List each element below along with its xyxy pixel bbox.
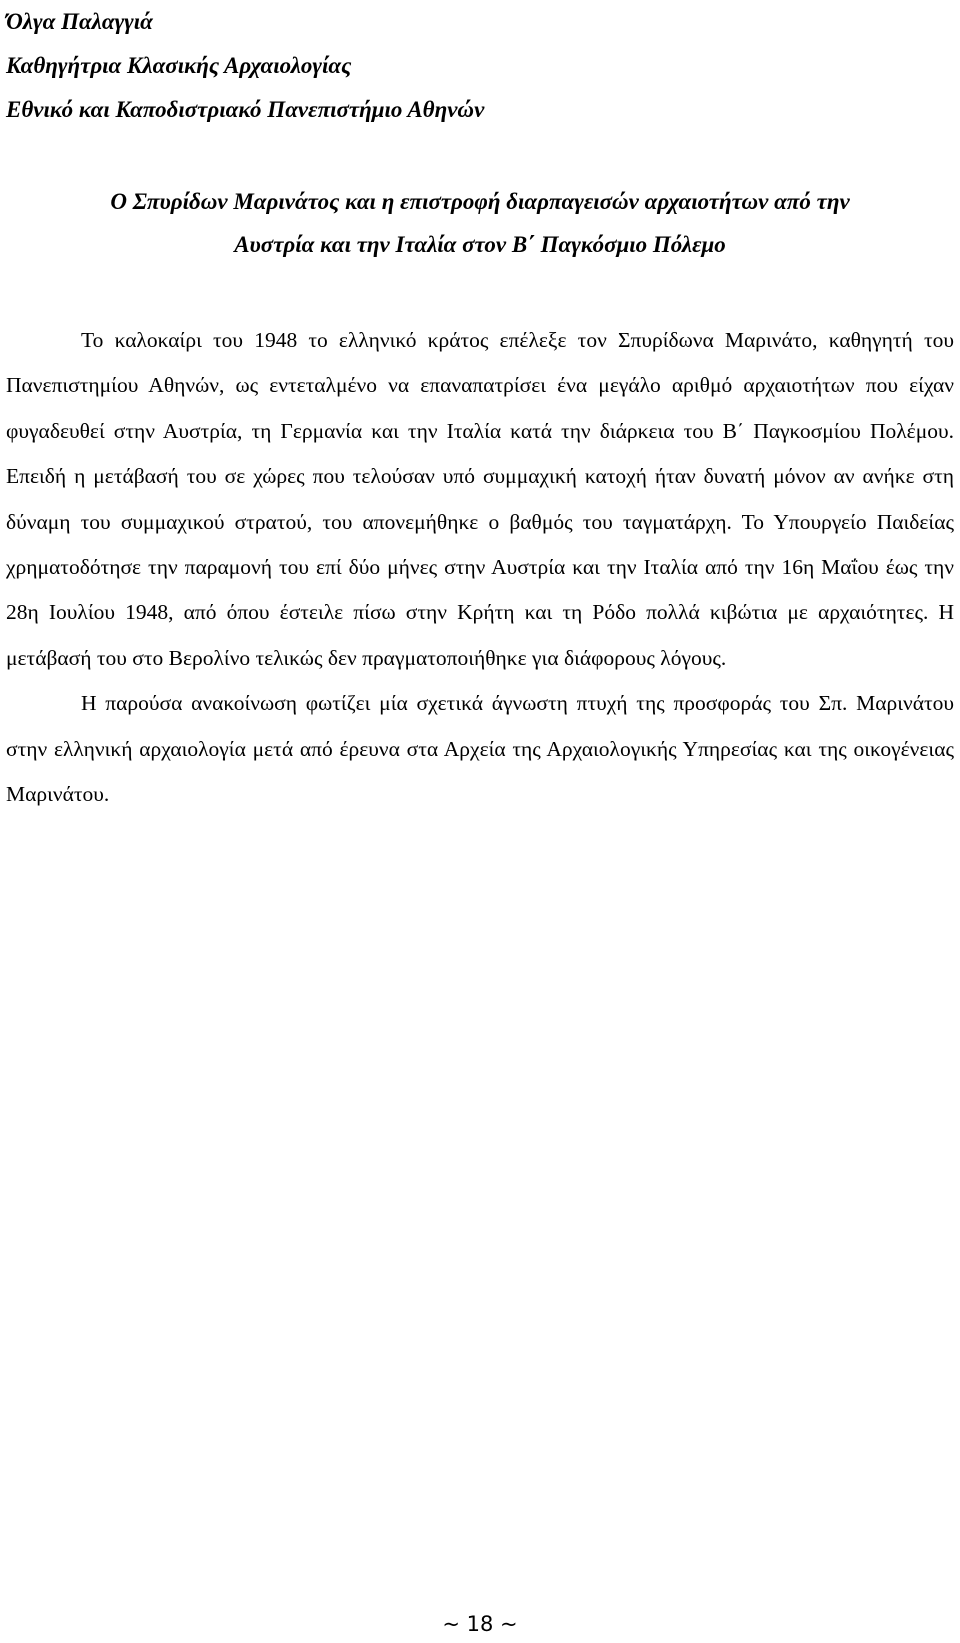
paragraph-1: Το καλοκαίρι του 1948 το ελληνικό κράτος επέλεξε τον Σπυρίδωνα Μαρινάτο, καθηγητή του Πανεπιστημίου Αθηνών, ως εντεταλμένο να επαναπατρίσει ένα μεγάλο αριθμό αρχαιοτήτων που είχαν φυγαδευθεί στην Αυστρία, τη Γερμανία και την Ιταλία κατά την διάρκεια του Β΄ Παγκοσμίου Πολέμου. Επειδή η μετάβασή του σε χώρες που τελούσαν υπό συμμαχική κατοχή ήταν δυνατή μόνον αν ανήκε στη δύναμη του συμμαχικού στρατού, του απονεμήθηκε ο βαθμός του ταγματάρχη. Το Υπουργείο Παιδείας χρηματοδότησε την παραμονή του επί δύο μήνες στην Αυστρία και την Ιταλία από την 16η Μαΐου έως την 28η Ιουλίου 1948, από όπου έστειλε πίσω στην Κρήτη και τη Ρόδο πολλά κιβώτια με αρχαιότητες. Η μετάβασή του στο Βερολίνο τελικώς δεν πραγματοποιήθηκε για διάφορους λόγους. <box>6 328 954 670</box>
author-institution: Εθνικό και Καποδιστριακό Πανεπιστήμιο Αθηνών <box>6 97 485 122</box>
author-position: Καθηγήτρια Κλασικής Αρχαιολογίας <box>6 53 352 78</box>
title-line-1: Ο Σπυρίδων Μαρινάτος και η επιστροφή διαρπαγεισών αρχαιοτήτων από την <box>110 189 850 214</box>
title-line-2: Αυστρία και την Ιταλία στον Β΄ Παγκόσμιο Πόλεμο <box>234 232 726 257</box>
paragraph-2: Η παρούσα ανακοίνωση φωτίζει μία σχετικά άγνωστη πτυχή της προσφοράς του Σπ. Μαρινάτου στην ελληνική αρχαιολογία μετά από έρευνα στα Αρχεία της Αρχαιολογικής Υπηρεσίας και της οικογένειας Μαρινάτου. <box>6 691 954 807</box>
document-title <box>0 180 960 266</box>
page-number: ~ 18 ~ <box>442 1612 518 1636</box>
author-name: Όλγα Παλαγγιά <box>6 9 153 34</box>
body-text <box>6 318 954 817</box>
author-block <box>6 0 484 132</box>
